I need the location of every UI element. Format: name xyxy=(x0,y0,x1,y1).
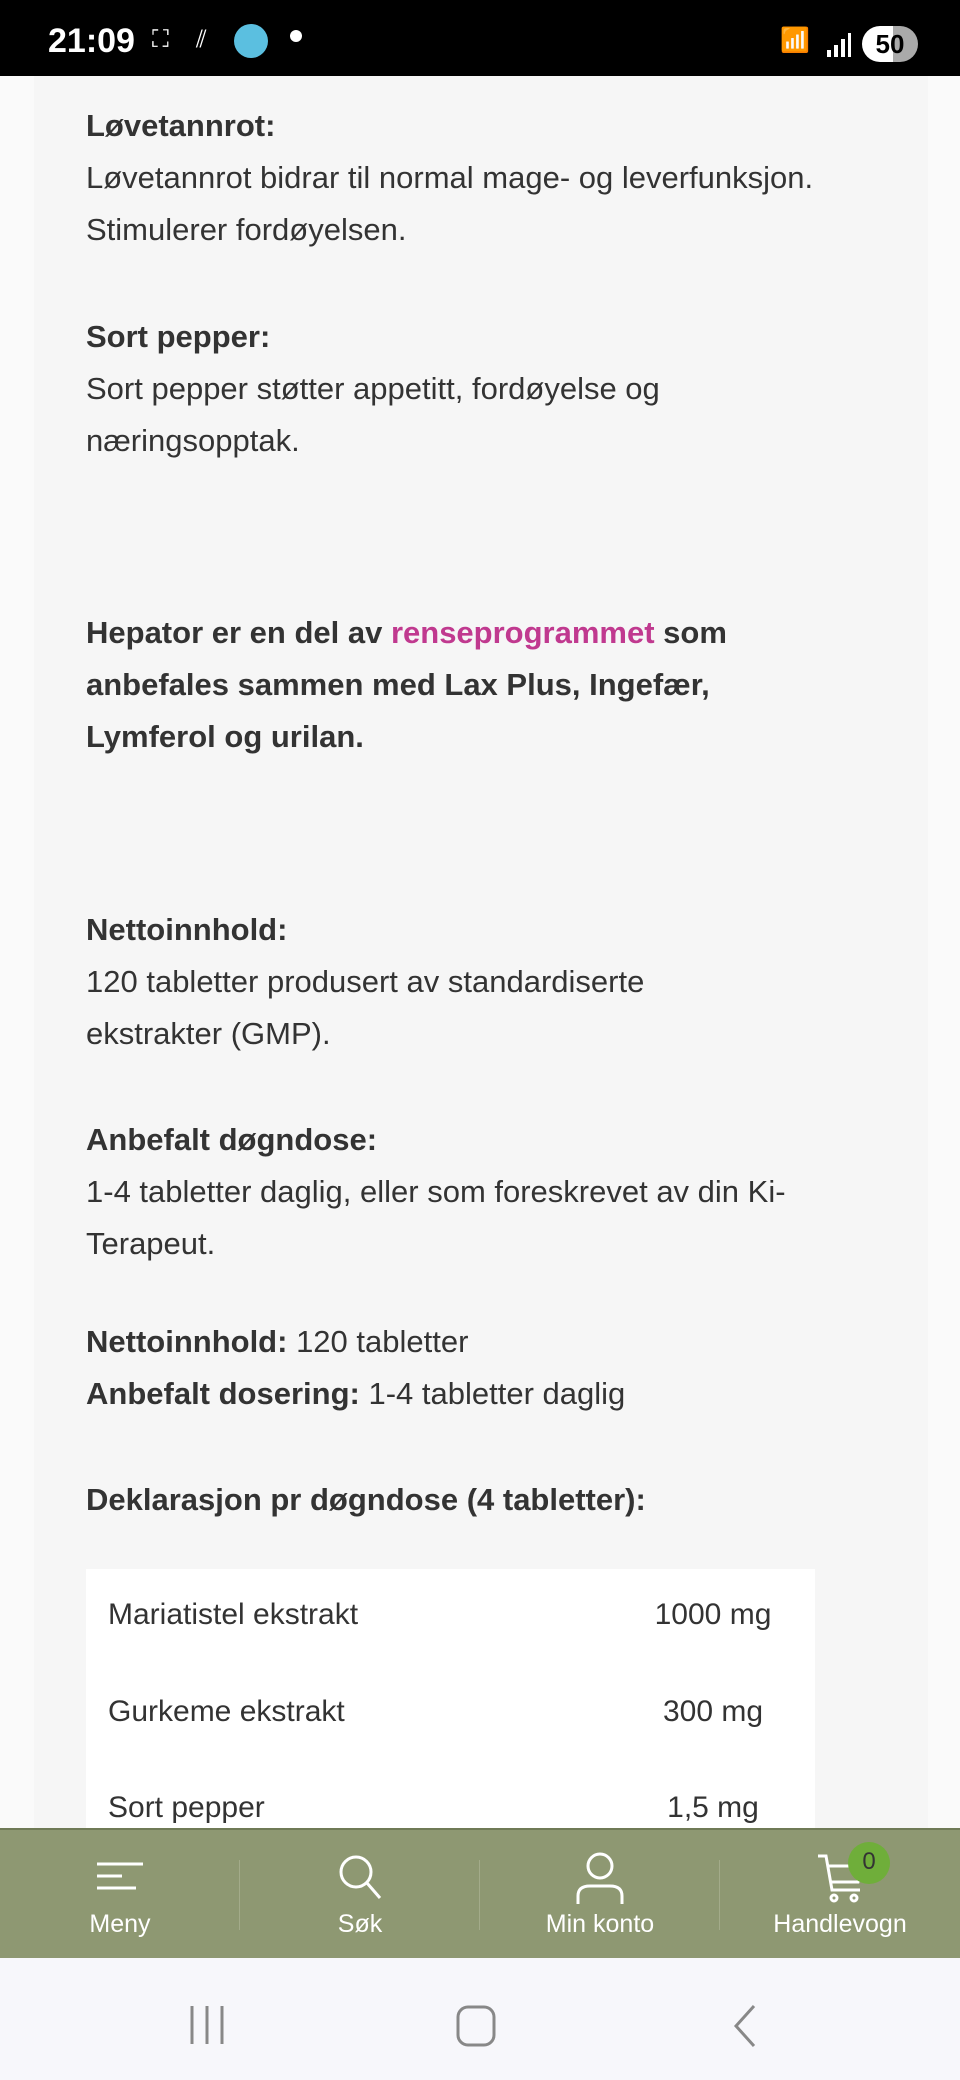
summary-value: 1-4 tabletter daglig xyxy=(359,1376,626,1411)
bottom-nav xyxy=(0,1828,960,1958)
nav-cart[interactable] xyxy=(720,1830,960,1960)
ingredient-name: Sort pepper xyxy=(108,1791,265,1824)
summary-label: Anbefalt dosering: xyxy=(86,1376,360,1411)
back-button[interactable] xyxy=(730,2004,760,2048)
user-icon xyxy=(576,1852,624,1904)
section-heading: Anbefalt døgndose: xyxy=(86,1122,378,1157)
home-button[interactable] xyxy=(455,2004,499,2048)
summary-value: 120 tabletter xyxy=(287,1324,469,1359)
declaration-title: Deklarasjon pr døgndose (4 tabletter): xyxy=(86,1482,646,1517)
battery-indicator: 50 xyxy=(862,26,918,62)
wifi-icon: 📶 xyxy=(780,27,810,54)
section-heading: Sort pepper: xyxy=(86,319,271,354)
ingredient-amount: 300 mg xyxy=(662,1695,764,1728)
signal-lines-icon: ⫽ xyxy=(196,26,207,53)
system-nav-bar xyxy=(0,1958,960,2080)
cell-signal-icon xyxy=(826,32,852,58)
section-text: 1-4 tabletter daglig, eller som foreskrevet av din Ki-Terapeut. xyxy=(86,1174,786,1261)
summary-label: Nettoinnhold: xyxy=(86,1324,288,1359)
app-notification-icon xyxy=(234,24,268,58)
ingredient-name: Gurkeme ekstrakt xyxy=(108,1695,345,1728)
section-dose xyxy=(86,1114,896,1270)
table-row xyxy=(108,1595,788,1635)
promo-before: Hepator er en del av xyxy=(86,615,391,650)
recent-apps-button[interactable] xyxy=(188,2004,228,2046)
search-icon xyxy=(336,1852,384,1900)
section-heading: Løvetannrot: xyxy=(86,108,276,143)
menu-icon xyxy=(96,1852,144,1900)
section-lovetannrot xyxy=(86,100,886,256)
renseprogrammet-link[interactable]: renseprogrammet xyxy=(390,615,655,650)
screenshot-icon: ⛶ xyxy=(152,26,169,53)
nav-label: Søk xyxy=(337,1910,383,1938)
nav-label: Meny xyxy=(89,1910,151,1938)
promo-text xyxy=(86,607,806,763)
section-heading: Nettoinnhold: xyxy=(86,912,288,947)
declaration-table xyxy=(86,1569,815,1829)
nav-label: Handlevogn xyxy=(773,1910,907,1938)
section-text: 120 tabletter produsert av standardiserte ekstrakter (GMP). xyxy=(86,964,645,1051)
nav-menu[interactable] xyxy=(0,1830,240,1960)
section-text: Sort pepper støtter appetitt, fordøyelse og næringsopptak. xyxy=(86,371,660,458)
dot-icon xyxy=(290,30,302,42)
cart-count-badge: 0 xyxy=(848,1842,890,1884)
ingredient-amount: 1000 mg xyxy=(654,1598,772,1631)
status-bar xyxy=(0,0,960,76)
promo-after: som anbefales sammen med Lax Plus, Ingefær, Lymferol og urilan. xyxy=(86,615,727,754)
section-text: Løvetannrot bidrar til normal mage- og leverfunksjon. Stimulerer fordøyelsen. xyxy=(86,160,814,247)
nav-label: Min konto xyxy=(545,1910,655,1938)
summary xyxy=(86,1316,886,1420)
section-sort-pepper xyxy=(86,311,786,467)
ingredient-amount: 1,5 mg xyxy=(667,1791,759,1824)
table-row xyxy=(108,1692,788,1732)
nav-search[interactable] xyxy=(240,1830,480,1960)
status-time: 21:09 xyxy=(48,22,135,60)
table-row xyxy=(108,1788,788,1828)
nav-account[interactable] xyxy=(480,1830,720,1960)
ingredient-name: Mariatistel ekstrakt xyxy=(108,1598,359,1631)
section-nettoinnhold xyxy=(86,904,766,1060)
